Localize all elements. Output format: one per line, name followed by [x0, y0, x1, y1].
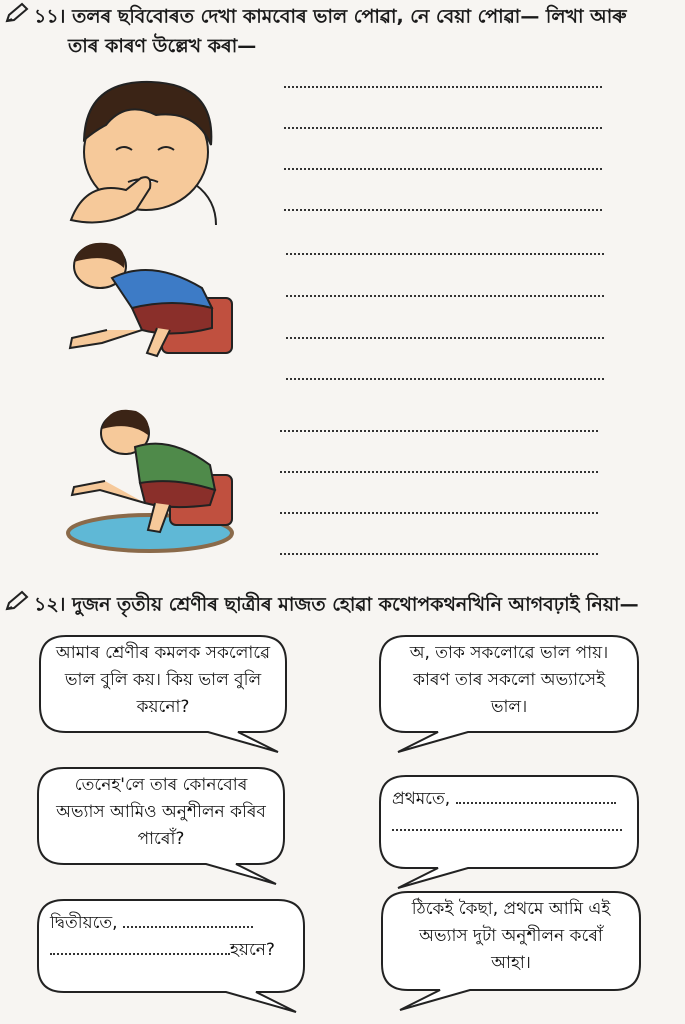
question-12-text: দুজন তৃতীয় শ্ৰেণীৰ ছাত্ৰীৰ মাজত হোৱা কথোপকথনখিনি আগবঢ়াই নিয়া— — [72, 593, 639, 616]
answer-line-4[interactable] — [284, 209, 602, 211]
bubble-6-line-2: অভ্যাস দুটা অনুশীলন কৰোঁ — [419, 926, 603, 946]
bubble-4-blank-1[interactable] — [456, 786, 616, 804]
pencil-icon — [4, 2, 30, 32]
washing-feet-picture — [60, 405, 240, 559]
bubble-2-line-1: অ, তাক সকলোৱে ভাল পায়। — [409, 643, 609, 663]
speech-bubble-2 — [378, 634, 640, 734]
bubble-6-line-3: আহা। — [491, 953, 531, 973]
bubble-4-blank-2[interactable] — [392, 813, 622, 831]
bubble-4-prefix: প্ৰথমতে, — [392, 789, 451, 809]
speech-bubble-1 — [38, 634, 288, 734]
question-11-number: ১১। — [34, 5, 66, 28]
bubble-1-line-1: আমাৰ শ্ৰেণীৰ কমলক সকলোৱে — [55, 643, 271, 663]
wearing-socks-picture — [62, 238, 242, 372]
bubble-2-line-2: কাৰণ তাৰ সকলো অভ্যাসেই — [413, 670, 605, 690]
answer-line-10[interactable] — [280, 471, 598, 473]
answer-line-11[interactable] — [280, 512, 598, 514]
bubble-5-suffix: হয়নে? — [230, 940, 275, 960]
bubble-5-prefix: দ্বিতীয়তে, — [50, 913, 118, 933]
answer-line-8[interactable] — [286, 378, 604, 380]
question-12-number: ১২। — [34, 593, 66, 616]
bubble-1-line-2: ভাল বুলি কয়। কিয় ভাল বুলি — [64, 670, 262, 690]
answer-line-2[interactable] — [284, 127, 602, 129]
nail-biting-picture — [66, 70, 226, 234]
bubble-5-blank-2[interactable] — [50, 937, 230, 955]
bubble-3-line-3: পাৰোঁ? — [137, 829, 185, 849]
answer-line-7[interactable] — [286, 337, 604, 339]
answer-line-3[interactable] — [284, 168, 602, 170]
bubble-5-blank-1[interactable] — [123, 910, 253, 928]
answer-line-5[interactable] — [286, 253, 604, 255]
speech-bubble-5 — [36, 898, 306, 994]
answer-line-1[interactable] — [284, 86, 602, 88]
speech-bubble-3 — [36, 766, 286, 866]
answer-line-9[interactable] — [280, 430, 598, 432]
bubble-6-line-1: ঠিকেই কৈছা, প্ৰথমে আমি এই — [411, 899, 611, 919]
question-12-title — [4, 590, 639, 620]
answer-line-12[interactable] — [280, 553, 598, 555]
question-11-title — [4, 2, 627, 60]
bubble-2-line-3: ভাল। — [490, 697, 528, 717]
speech-bubble-6 — [380, 890, 642, 992]
bubble-1-line-3: কয়নো? — [136, 697, 190, 717]
bubble-3-line-1: তেনেহ'লে তাৰ কোনবোৰ — [74, 775, 248, 795]
speech-bubble-4 — [378, 774, 640, 870]
bubble-3-line-2: অভ্যাস আমিও অনুশীলন কৰিব — [56, 802, 266, 822]
answer-line-6[interactable] — [286, 295, 604, 297]
question-11-line1: তলৰ ছবিবোৰত দেখা কামবোৰ ভাল পোৱা, নে বেয়া পোৱা— লিখা আৰু — [72, 5, 627, 28]
question-11-line2: তাৰ কাৰণ উল্লেখ কৰা— — [68, 35, 257, 57]
pencil-icon — [4, 590, 30, 620]
